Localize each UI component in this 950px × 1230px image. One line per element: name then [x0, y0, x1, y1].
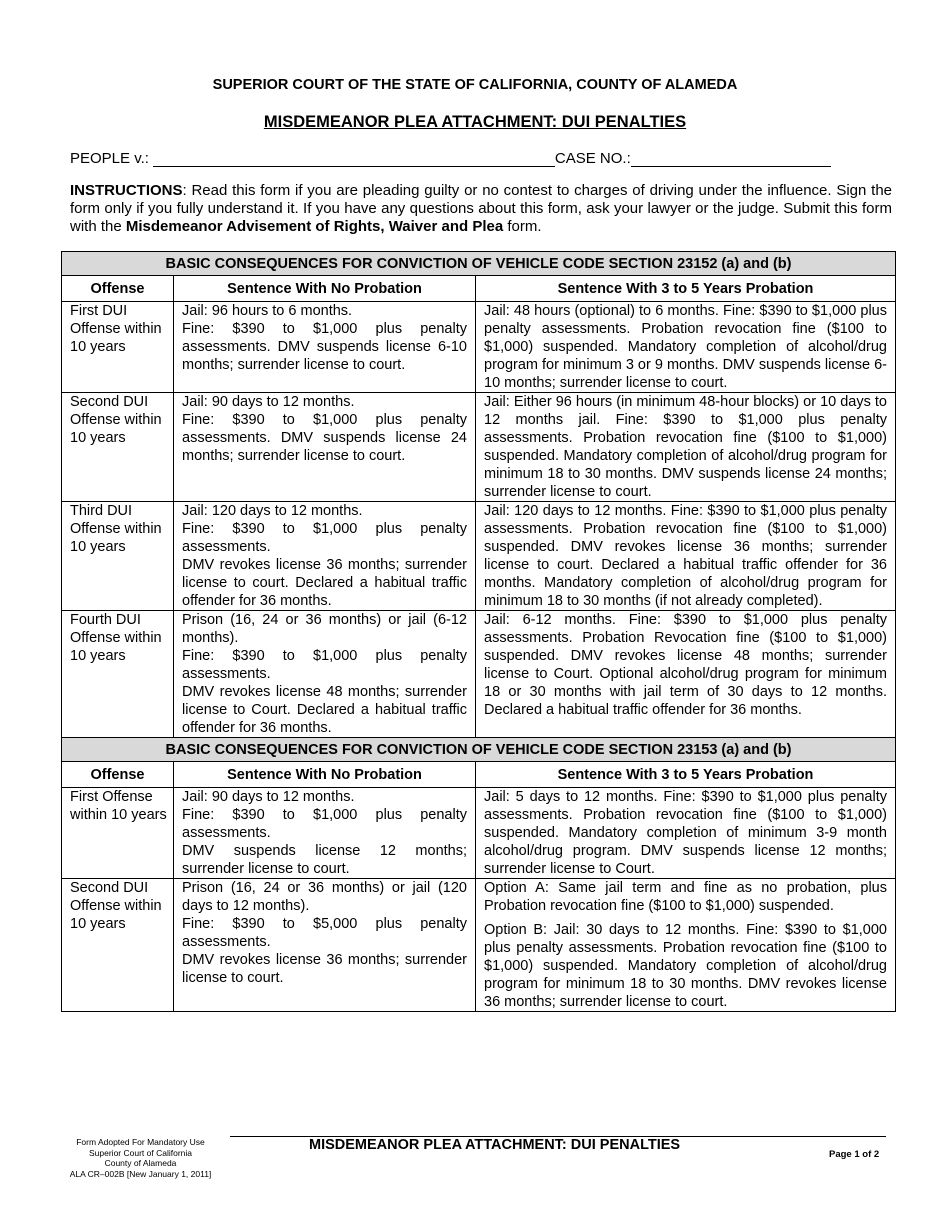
adoption-line: County of Alameda: [104, 1158, 177, 1168]
case-number-field[interactable]: [631, 151, 831, 167]
no-probation-cell: [174, 302, 476, 393]
court-heading: SUPERIOR COURT OF THE STATE OF CALIFORNIA, COUNTY OF ALAMEDA: [212, 77, 738, 93]
sentence-text: Fine: $390 to $1,000 plus penalty assessments. DMV suspends license 24 months; surrender license to court.: [182, 412, 467, 464]
sentence-text: Prison (16, 24 or 36 months) or jail (120 days to 12 months).: [182, 880, 467, 914]
column-header-row: [62, 276, 896, 302]
instructions-text-end: form.: [503, 218, 542, 235]
sentence-text: Jail: 96 hours to 6 months.: [182, 303, 353, 319]
people-field[interactable]: [153, 151, 555, 167]
offense-cell: First DUI Offense within 10 years: [62, 302, 174, 393]
probation-cell: [476, 393, 896, 502]
offense-cell: Third DUI Offense within 10 years: [62, 502, 174, 611]
probation-cell: [476, 788, 896, 879]
no-probation-cell: [174, 788, 476, 879]
form-number: ALA CR–002B [New January 1, 2011]: [69, 1168, 212, 1179]
offense-cell: Second DUI Offense within 10 years: [62, 879, 174, 1012]
sentence-text: Fine: $390 to $1,000 plus penalty assessments.: [182, 521, 467, 555]
sentence-text: DMV revokes license 48 months; surrender license to Court. Declared a habitual traffic offender for 36 months.: [182, 684, 467, 736]
sentence-text: Jail: Either 96 hours (in minimum 48-hour blocks) or 10 days to 12 months jail. Fine: $390 to $1,000 plus penalty assessments. Probation revocation fine ($100 to $1,000) suspended. Mandatory completion of alcohol/drug program for minimum 18 to 30 months. DMV suspends license 24 months; surrender license to court.: [484, 394, 887, 500]
offense-cell: First Offense within 10 years: [62, 788, 174, 879]
sentence-text: Jail: 48 hours (optional) to 6 months. Fine: $390 to $1,000 plus penalty assessments. Probation revocation fine ($100 to $1,000) suspended. Mandatory completion of alcohol/drug program for minimum 3 or 9 months. DMV suspends license 6-10 months; surrender license to court.: [484, 303, 887, 391]
no-probation-cell: [174, 879, 476, 1012]
no-probation-cell: [174, 611, 476, 738]
case-number-label: CASE NO.:: [554, 150, 631, 167]
instructions-text: : Read this form if you are pleading guilty or no contest to charges of driving under the influence. Sign the form only if you fully understand it. If you have any questions about this form, ask your lawyer or the judge. Submit this form with the: [70, 182, 892, 235]
page-number: Page 1 of 2: [829, 1149, 880, 1160]
section-23152-header-title: BASIC CONSEQUENCES FOR CONVICTION OF VEHICLE CODE SECTION 23152 (a) and (b): [62, 252, 896, 276]
form-adoption-note: [58, 1137, 223, 1179]
sentence-text: Jail: 5 days to 12 months. Fine: $390 to $1,000 plus penalty assessments. Probation revocation fine ($100 to $1,000) suspended. Mandatory completion of minimum 3-9 month alcohol/drug program. DMV suspends license 12 months; surrender license to Court.: [484, 789, 887, 877]
sentence-text: DMV suspends license 12 months; surrender license to court.: [182, 843, 467, 877]
sentence-text: Option B: Jail: 30 days to 12 months. Fine: $390 to $1,000 plus penalty assessments. Probation revocation fine ($100 to $1,000) suspended. Mandatory completion of alcohol/drug program for minimum 18 to 30 months. DMV revokes license 36 months; surrender license to court.: [484, 922, 887, 1010]
col-offense-header: Offense: [62, 762, 174, 788]
advisement-form-name: Misdemeanor Advisement of Rights, Waiver and Plea: [125, 218, 504, 235]
table-row: [62, 502, 896, 611]
section-23153-header: [62, 738, 896, 762]
sentence-text: Fine: $390 to $1,000 plus penalty assessments. DMV suspends license 6-10 months; surrender license to court.: [182, 321, 467, 373]
probation-cell: [476, 502, 896, 611]
table-row: [62, 788, 896, 879]
sentence-text: Jail: 120 days to 12 months. Fine: $390 to $1,000 plus penalty assessments. Probation revocation fine ($100 to $1,000) suspended. DMV revokes license 36 months; surrender license to court. Declared a habitual traffic offender for 36 months. Mandatory completion of alcohol/drug program for minimum 18 to 30 months (if not already completed).: [484, 503, 887, 609]
penalties-table: [61, 251, 896, 1012]
offense-cell: Fourth DUI Offense within 10 years: [62, 611, 174, 738]
section-23152-header: [62, 252, 896, 276]
sentence-text: Jail: 90 days to 12 months.: [182, 394, 355, 410]
sentence-text: DMV revokes license 36 months; surrender license to court. Declared a habitual traffic offender for 36 months.: [182, 557, 467, 609]
probation-cell: [476, 611, 896, 738]
form-title: MISDEMEANOR PLEA ATTACHMENT: DUI PENALTIES: [263, 113, 687, 131]
col-offense-header: Offense: [62, 276, 174, 302]
col-no-probation-header: Sentence With No Probation: [174, 762, 476, 788]
no-probation-cell: [174, 502, 476, 611]
people-label: PEOPLE v.:: [70, 150, 149, 167]
sentence-text: Fine: $390 to $5,000 plus penalty assessments.: [182, 916, 467, 950]
adoption-line: Superior Court of California: [89, 1147, 192, 1158]
col-no-probation-header: Sentence With No Probation: [174, 276, 476, 302]
sentence-text: Jail: 120 days to 12 months.: [182, 503, 363, 519]
sentence-text: Option A: Same jail term and fine as no probation, plus Probation revocation fine ($100 to $1,000) suspended.: [484, 880, 887, 914]
col-probation-header: Sentence With 3 to 5 Years Probation: [476, 762, 896, 788]
sentence-text: Fine: $390 to $1,000 plus penalty assessments.: [182, 648, 467, 682]
table-row: [62, 879, 896, 1012]
case-caption: [70, 150, 850, 167]
instructions-label: INSTRUCTIONS: [70, 182, 183, 199]
offense-cell: Second DUI Offense within 10 years: [62, 393, 174, 502]
col-probation-header: Sentence With 3 to 5 Years Probation: [476, 276, 896, 302]
adoption-line: Form Adopted For Mandatory Use: [76, 1137, 205, 1147]
no-probation-cell: [174, 393, 476, 502]
section-23153-header-title: BASIC CONSEQUENCES FOR CONVICTION OF VEHICLE CODE SECTION 23153 (a) and (b): [62, 738, 896, 762]
table-row: [62, 393, 896, 502]
instructions: [70, 182, 892, 236]
column-header-row: [62, 762, 896, 788]
sentence-text: Jail: 90 days to 12 months.: [182, 789, 355, 805]
table-row: [62, 302, 896, 393]
table-row: [62, 611, 896, 738]
probation-cell: [476, 302, 896, 393]
sentence-text: Prison (16, 24 or 36 months) or jail (6-12 months).: [182, 612, 467, 646]
sentence-text: Jail: 6-12 months. Fine: $390 to $1,000 plus penalty assessments. Probation Revocation fine ($100 to $1,000) suspended. DMV revokes license 48 months; surrender license to Court. Optional alcohol/drug program for minimum 18 or 30 months with jail term of 30 days to 12 months. Declared a habitual traffic offender for 36 months.: [484, 612, 887, 718]
sentence-text: DMV revokes license 36 months; surrender license to court.: [182, 952, 467, 986]
probation-cell: [476, 879, 896, 1012]
sentence-text: Fine: $390 to $1,000 plus penalty assessments.: [182, 807, 467, 841]
footer-title: MISDEMEANOR PLEA ATTACHMENT: DUI PENALTIES: [309, 1137, 681, 1153]
